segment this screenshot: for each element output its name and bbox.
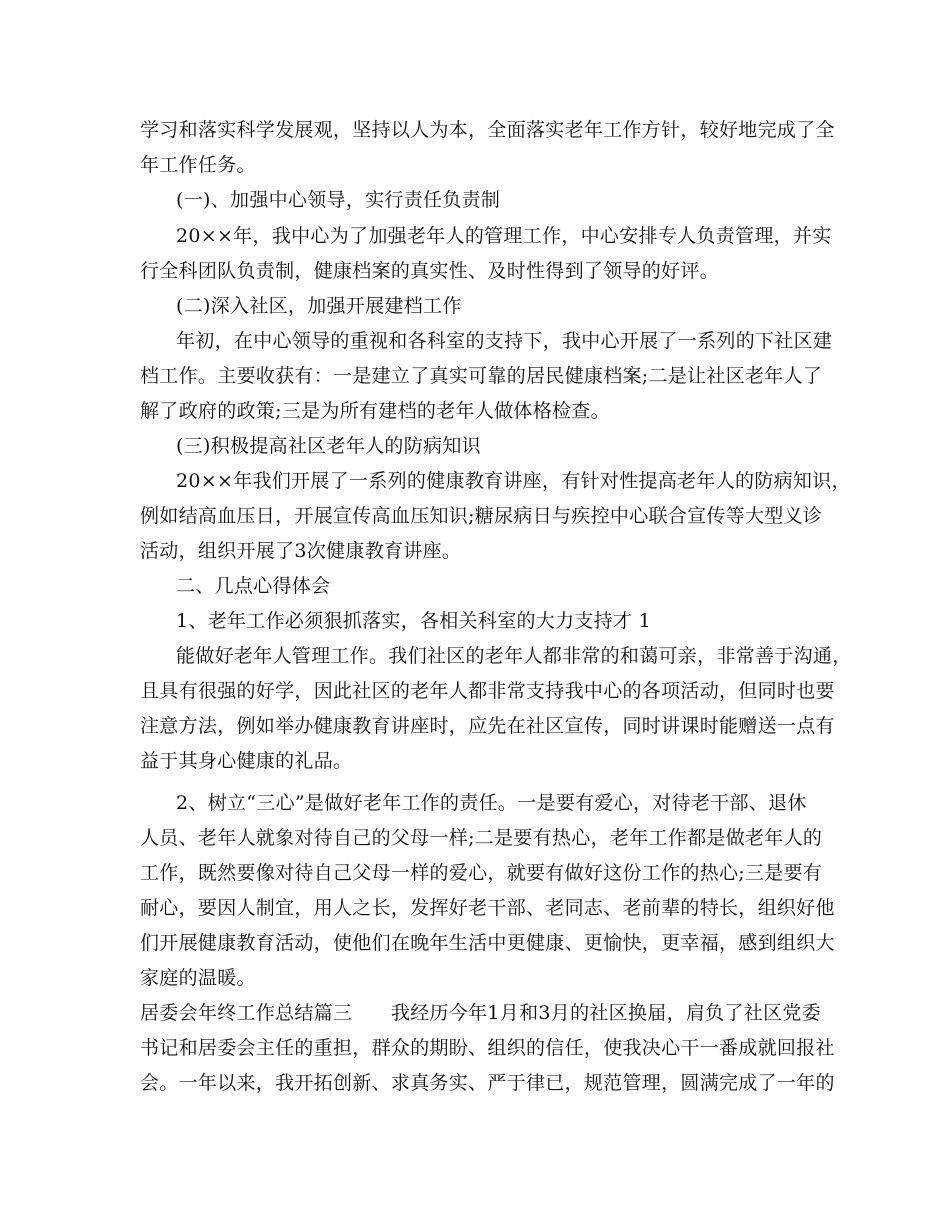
text-line: 注意方法，例如举办健康教育讲座时，应先在社区宣传，同时讲课时能赠送一点有 (140, 715, 835, 737)
section-heading: (一)、加强中心领导，实行责任负责制 (176, 189, 501, 211)
text-line: 活动，组织开展了3次健康教育讲座。 (140, 540, 462, 562)
text-line: 年初，在中心领导的重视和各科室的支持下，我中心开展了一系列的下社区建 (176, 330, 833, 352)
text-line: 会。一年以来，我开拓创新、求真务实、严于律已，规范管理，圆满完成了一年的 (140, 1072, 835, 1094)
text-line: 年工作任务。 (140, 154, 256, 176)
text-line: 解了政府的政策;三是为所有建档的老年人做体格检查。 (140, 400, 610, 422)
section-heading: 二、几点心得体会 (176, 575, 331, 597)
text-line: 例如结高血压日，开展宣传高血压知识;糖尿病日与疾控中心联合宣传等大型义诊 (140, 505, 823, 527)
text-line: 能做好老年人管理工作。我们社区的老年人都非常的和蔼可亲，非常善于沟通， (176, 645, 852, 667)
section-heading: (三)积极提高社区老年人的防病知识 (176, 435, 481, 457)
text-line: 耐心，要因人制宜，用人之长，发挥好老干部、老同志、老前辈的特长，组织好他 (140, 897, 835, 919)
text-line: 20××年，我中心为了加强老年人的管理工作，中心安排专人负责管理，并实 (176, 225, 832, 247)
text-line: 20××年我们开展了一系列的健康教育讲座，有针对性提高老年人的防病知识， (176, 470, 851, 492)
text-line: 且具有很强的好学，因此社区的老年人都非常支持我中心的各项活动，但同时也要 (140, 680, 835, 702)
text-line: 书记和居委会主任的重担，群众的期盼、组织的信任，使我决心干一番成就回报社 (140, 1037, 835, 1059)
text-line: 益于其身心健康的礼品。 (140, 750, 353, 772)
section-heading: (二)深入社区，加强开展建档工作 (176, 295, 462, 317)
text-line: 们开展健康教育活动，使他们在晚年生活中更健康、更愉快，更幸福，感到组织大 (140, 932, 835, 954)
text-line: 学习和落实科学发展观，坚持以人为本，全面落实老年工作方针，较好地完成了全 (140, 119, 835, 141)
text-line: 家庭的温暖。 (140, 967, 256, 989)
text-line: 工作，既然要像对待自己父母一样的爱心，就要有做好这份工作的热心;三是要有 (140, 862, 823, 884)
text-line: 2、树立“三心”是做好老年工作的责任。一是要有爱心，对待老干部、退休 (176, 792, 807, 814)
text-line: 人员、老年人就象对待自己的父母一样;二是要有热心，老年工作都是做老年人的 (140, 827, 823, 849)
text-line: 1、老年工作必须狠抓落实，各相关科室的大力支持才 1 (176, 610, 652, 632)
text-line: 行全科团队负责制，健康档案的真实性、及时性得到了领导的好评。 (140, 260, 720, 282)
text-line: 档工作。主要收获有：一是建立了真实可靠的居民健康档案;二是让社区老年人了 (140, 365, 823, 387)
section-title-line: 居委会年终工作总结篇三 我经历今年1月和3月的社区换届，肩负了社区党委 (140, 1002, 821, 1024)
